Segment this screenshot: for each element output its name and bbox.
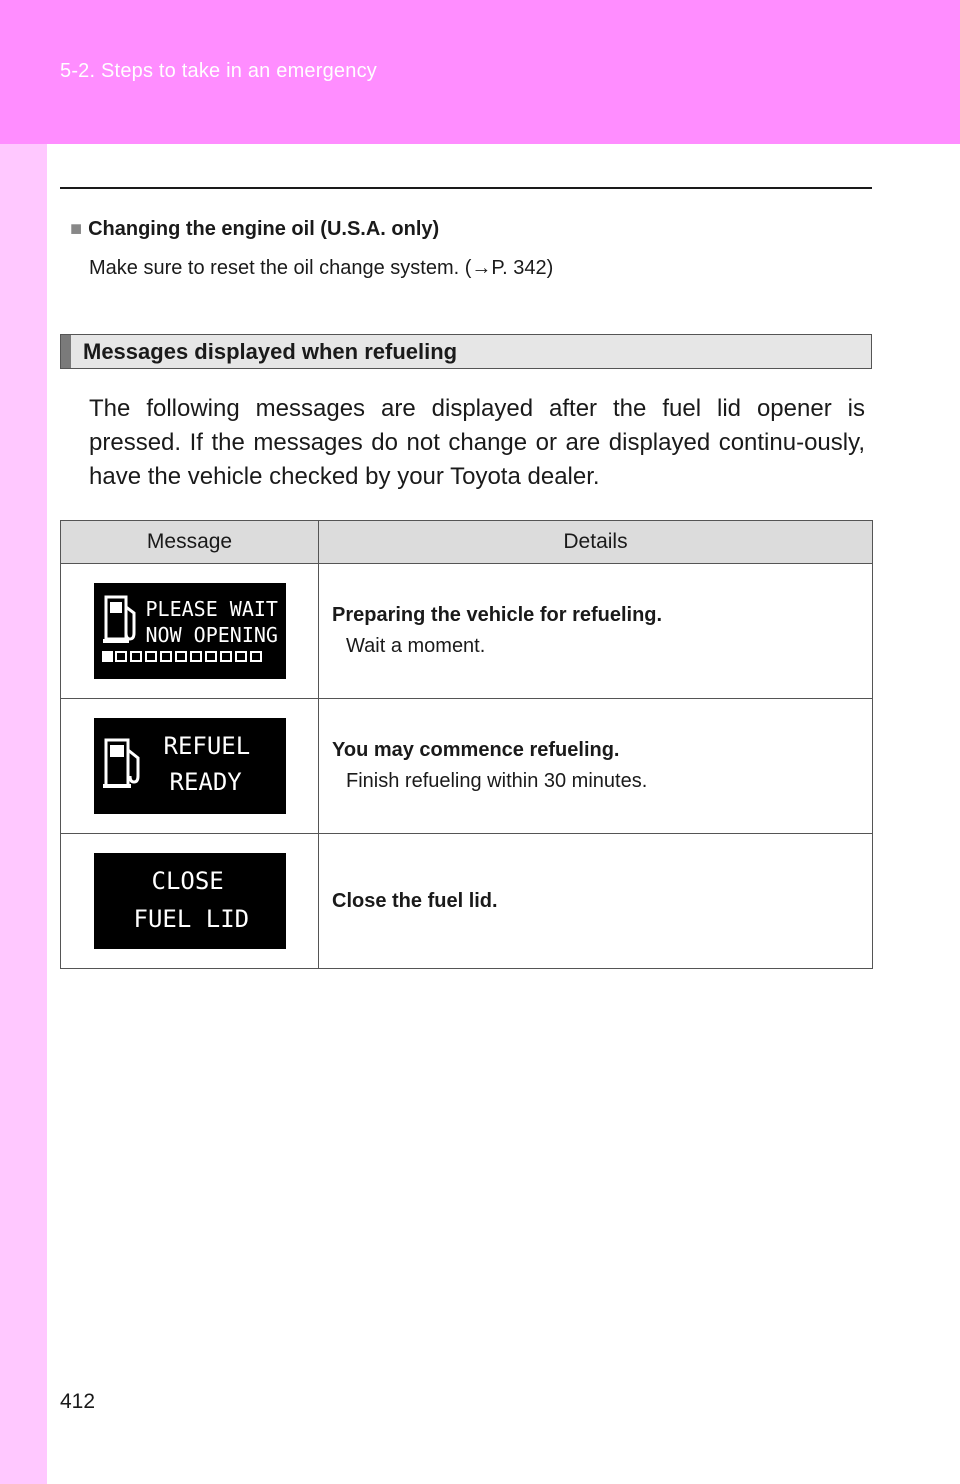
side-band — [0, 144, 47, 1484]
section-intro: The following messages are displayed after the fuel lid opener is pressed. If the messages do not change or are displayed continu-ously, have the vehicle checked by your Toyota dealer. — [89, 395, 865, 490]
page-number: 412 — [60, 1390, 96, 1413]
column-header-message: Message — [61, 521, 319, 564]
message-display-cell — [61, 834, 319, 969]
display-line-2: FUEL LID — [133, 905, 250, 933]
message-display-cell — [61, 564, 319, 699]
divider-rule — [60, 187, 872, 189]
messages-table — [60, 520, 873, 969]
note-title — [70, 218, 439, 241]
table-header-row — [61, 521, 873, 564]
display-line-2: NOW OPENING — [145, 623, 278, 647]
section-heading-bar — [61, 335, 71, 368]
table-row — [61, 564, 873, 699]
display-refuel-ready — [94, 718, 286, 814]
display-please-wait — [94, 583, 286, 679]
detail-title: Close the fuel lid. — [332, 889, 498, 912]
section-heading — [60, 334, 872, 369]
note-body: Make sure to reset the oil change system. (→P. 342) — [89, 257, 554, 279]
section-heading-title: Messages displayed when refueling — [83, 339, 458, 364]
message-detail-cell — [319, 564, 873, 699]
detail-text: Wait a moment. — [346, 635, 486, 657]
section-breadcrumb: 5-2. Steps to take in an emergency — [60, 60, 377, 82]
detail-text: Finish refueling within 30 minutes. — [346, 770, 648, 792]
display-line-1: PLEASE WAIT — [145, 597, 278, 621]
display-line-1: REFUEL — [163, 732, 251, 760]
display-line-2: READY — [169, 768, 242, 796]
table-row — [61, 699, 873, 834]
column-header-details: Details — [319, 521, 873, 564]
header-band — [0, 0, 960, 144]
display-close-fuel-lid — [94, 853, 286, 949]
detail-title: Preparing the vehicle for refueling. — [332, 604, 663, 626]
message-detail-cell — [319, 699, 873, 834]
table-row — [61, 834, 873, 969]
note-title-text: Changing the engine oil (U.S.A. only) — [88, 218, 440, 240]
message-display-cell — [61, 699, 319, 834]
message-detail-cell — [319, 834, 873, 969]
detail-title: You may commence refueling. — [332, 739, 620, 761]
square-bullet-icon: ■ — [70, 218, 83, 240]
display-line-1: CLOSE — [151, 867, 224, 895]
